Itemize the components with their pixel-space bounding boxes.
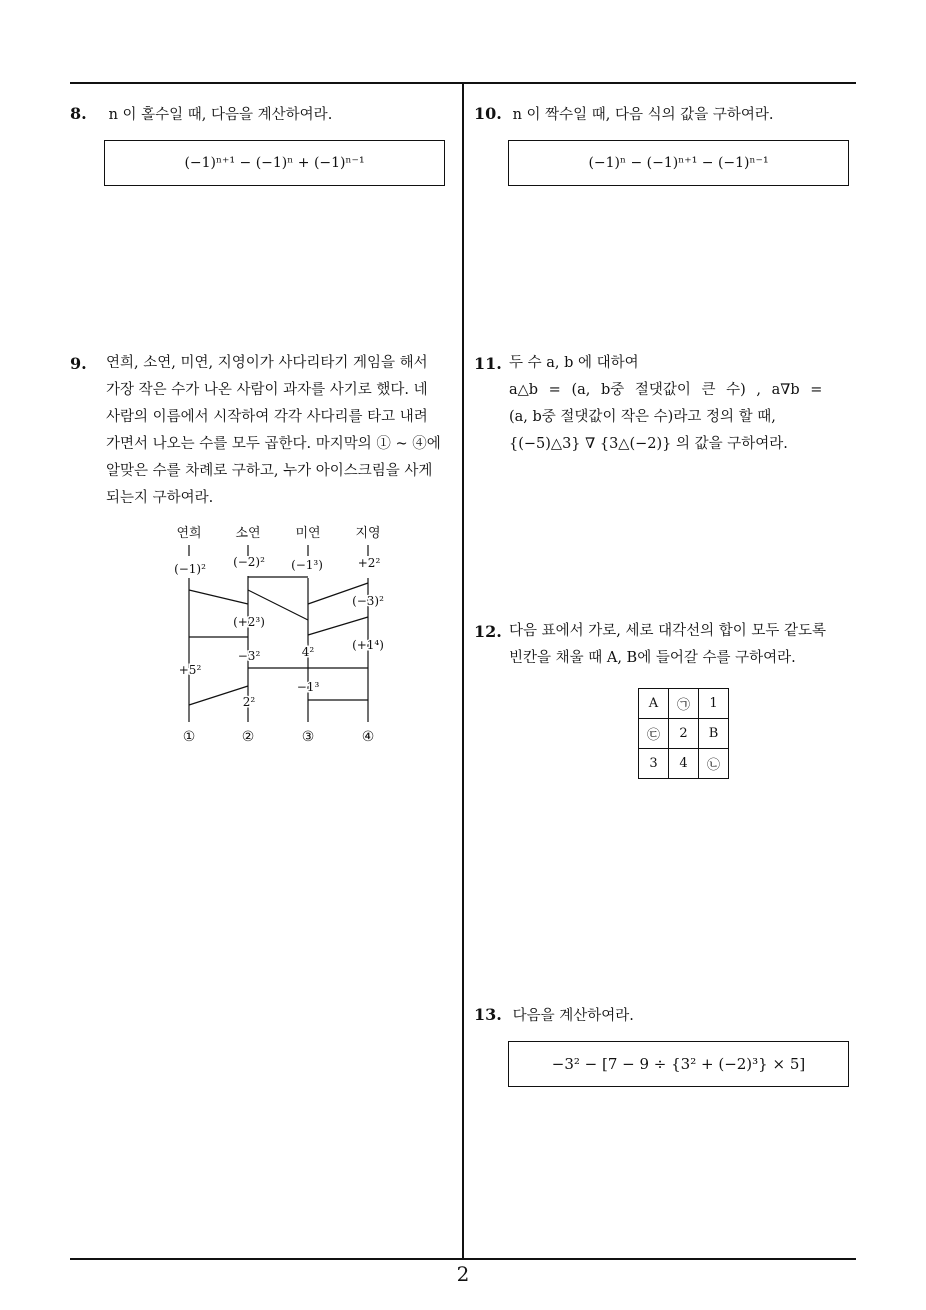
expression-box-8 bbox=[104, 140, 445, 186]
ladder-label: (+1⁴) bbox=[352, 638, 384, 652]
ladder-label: +5² bbox=[178, 663, 202, 677]
ladder-label: (−1³) bbox=[291, 558, 323, 572]
ladder-label: (−3)² bbox=[352, 594, 384, 608]
ladder-name: 미연 bbox=[295, 526, 321, 541]
expression: (−1)ⁿ⁺¹ − (−1)ⁿ + (−1)ⁿ⁻¹ bbox=[184, 155, 365, 171]
ladder-rung bbox=[308, 617, 368, 635]
table-cell: 2 bbox=[669, 719, 699, 749]
question-line: 사람의 이름에서 시작하여 각각 사다리를 타고 내려 bbox=[106, 409, 428, 425]
ladder-label: −3² bbox=[237, 649, 261, 663]
table-cell: ㉢ bbox=[639, 719, 669, 749]
table-cell: 4 bbox=[669, 749, 699, 779]
question-number: 11. bbox=[474, 354, 502, 373]
ladder-name: 소연 bbox=[235, 526, 261, 541]
ladder-result-slot: ① bbox=[182, 729, 196, 745]
question-text: n 이 짝수일 때, 다음 식의 값을 구하여라. bbox=[512, 107, 774, 123]
table-row bbox=[639, 719, 729, 749]
question-line: (a, b중 절댓값이 작은 수)라고 정의 할 때, bbox=[509, 409, 776, 425]
question-10 bbox=[474, 100, 859, 129]
ladder-rung bbox=[189, 686, 248, 705]
table-cell: B bbox=[699, 719, 729, 749]
table-cell: ㉡ bbox=[699, 749, 729, 779]
question-13 bbox=[474, 1001, 859, 1030]
question-line: 연희, 소연, 미연, 지영이가 사다리타기 게임을 해서 bbox=[106, 355, 428, 371]
magic-square-table bbox=[638, 688, 729, 779]
question-text: n 이 홀수일 때, 다음을 계산하여라. bbox=[108, 107, 333, 123]
expression: (−1)ⁿ − (−1)ⁿ⁺¹ − (−1)ⁿ⁻¹ bbox=[588, 155, 769, 171]
question-line: 가면서 나오는 수를 모두 곱한다. 마지막의 ① ~ ④에 bbox=[106, 436, 441, 452]
question-line: 빈칸을 채울 때 A, B에 들어갈 수를 구하여라. bbox=[509, 650, 796, 666]
question-line: 되는지 구하여라. bbox=[106, 490, 214, 506]
ladder-label: (+2³) bbox=[233, 615, 265, 629]
column-divider bbox=[462, 82, 464, 1259]
ladder-rung bbox=[189, 590, 248, 604]
question-number: 13. bbox=[474, 1005, 502, 1024]
expression: −3² − [7 − 9 ÷ {3² + (−2)³} × 5] bbox=[551, 1055, 806, 1073]
ladder-result-slot: ② bbox=[241, 729, 255, 745]
question-line: a△b = (a, b중 절댓값이 큰 수) , a∇b = bbox=[509, 382, 823, 398]
ladder-label: (−1)² bbox=[174, 562, 206, 576]
ladder-diagram bbox=[165, 520, 395, 750]
bottom-rule bbox=[70, 1258, 856, 1260]
ladder-label: (−2)² bbox=[233, 555, 265, 569]
ladder-name: 연희 bbox=[176, 526, 202, 541]
ladder-label: −1³ bbox=[296, 680, 320, 694]
table-row bbox=[639, 689, 729, 719]
question-number: 10. bbox=[474, 104, 502, 123]
question-line: 알맞은 수를 차례로 구하고, 누가 아이스크림을 사게 bbox=[106, 463, 433, 479]
ladder-label: 2² bbox=[242, 695, 256, 709]
question-8 bbox=[70, 100, 455, 129]
question-12 bbox=[474, 618, 860, 672]
expression-box-10 bbox=[508, 140, 849, 186]
question-number: 8. bbox=[70, 104, 87, 123]
question-line: 두 수 a, b 에 대하여 bbox=[509, 355, 639, 371]
question-line: 가장 작은 수가 나온 사람이 과자를 사기로 했다. 네 bbox=[106, 382, 428, 398]
question-9 bbox=[70, 350, 455, 512]
question-number: 12. bbox=[474, 622, 502, 641]
expression-box-13 bbox=[508, 1041, 849, 1087]
ladder-name: 지영 bbox=[355, 526, 381, 541]
ladder-label: +2² bbox=[357, 556, 381, 570]
page-number: 2 bbox=[456, 1262, 470, 1286]
table-cell: 1 bbox=[699, 689, 729, 719]
table-cell: A bbox=[639, 689, 669, 719]
ladder-result-slot: ③ bbox=[301, 729, 315, 745]
question-text: 다음을 계산하여라. bbox=[512, 1008, 634, 1024]
question-number: 9. bbox=[70, 354, 87, 373]
table-row bbox=[639, 749, 729, 779]
table-cell: ㉠ bbox=[669, 689, 699, 719]
question-11 bbox=[474, 350, 860, 458]
ladder-label: 4² bbox=[301, 645, 315, 659]
question-line: {(−5)△3} ∇ {3△(−2)} 의 값을 구하여라. bbox=[509, 436, 788, 452]
ladder-result-slot: ④ bbox=[361, 729, 375, 745]
table-cell: 3 bbox=[639, 749, 669, 779]
question-line: 다음 표에서 가로, 세로 대각선의 합이 모두 같도록 bbox=[509, 623, 827, 639]
